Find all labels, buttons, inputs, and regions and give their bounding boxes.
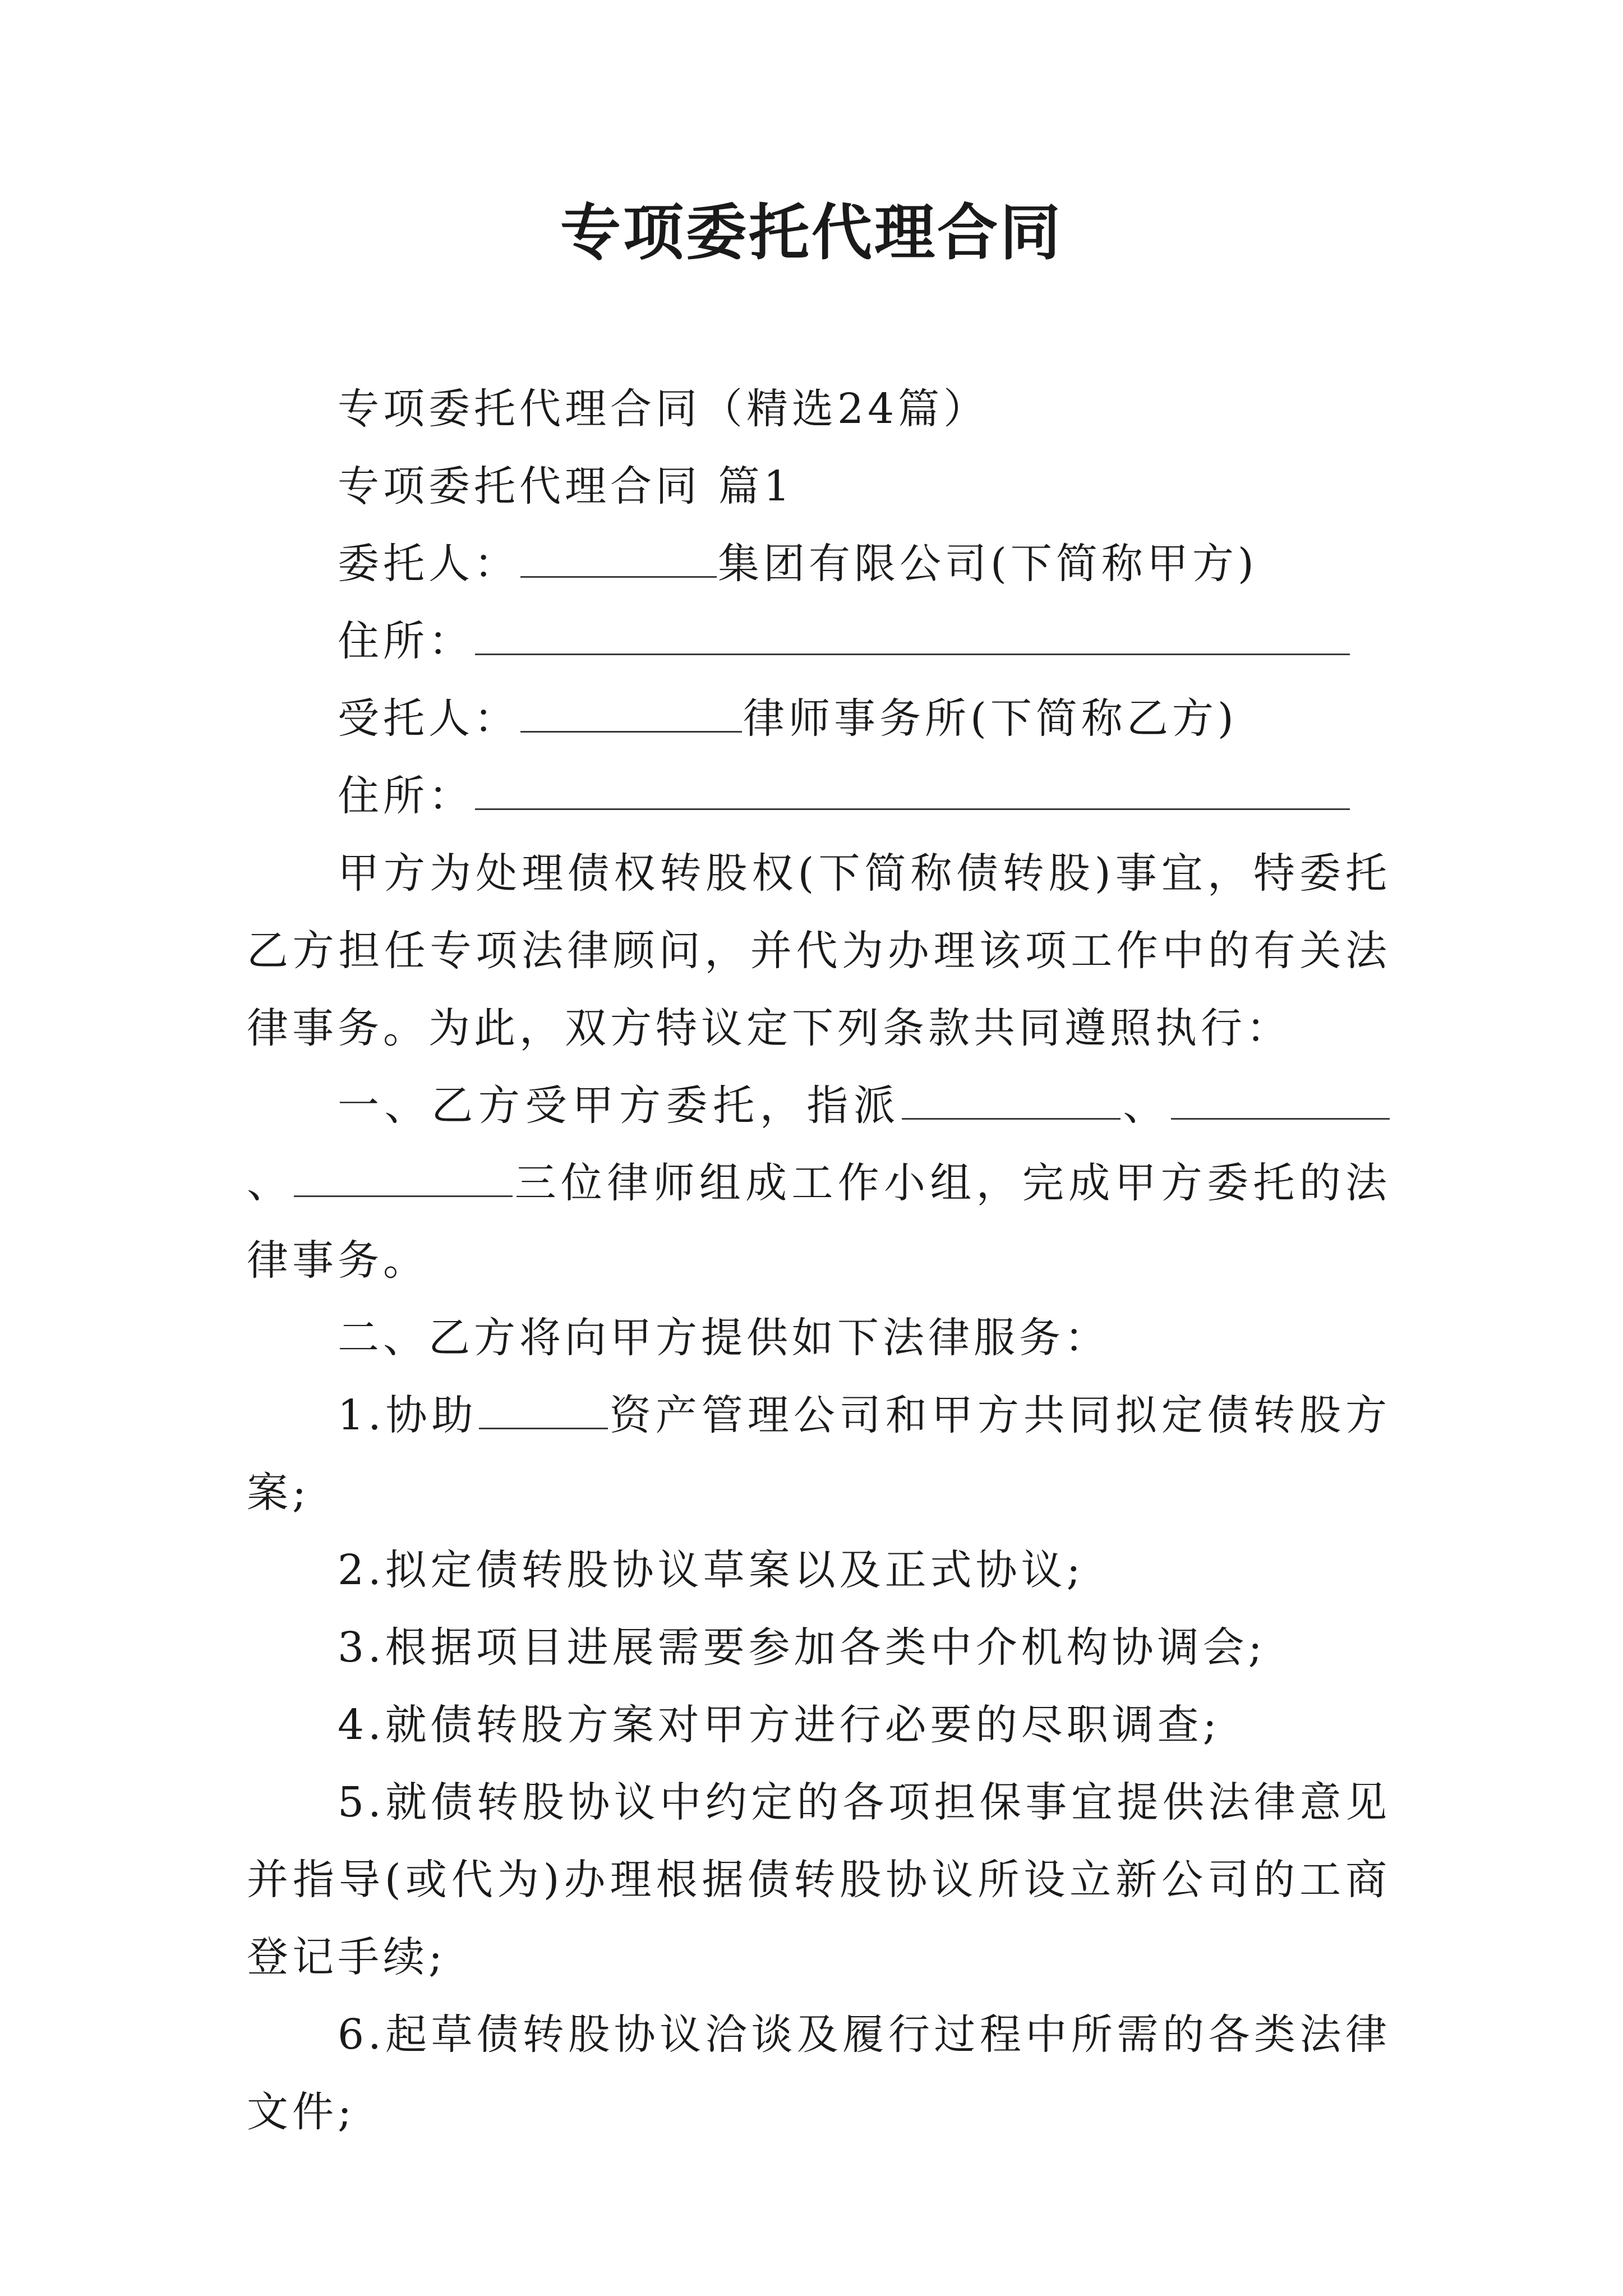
service-item-1-suffix: 资产管理公司和甲方共同拟定债转股方案; [247,1391,1391,1517]
agent-address-line [247,757,1391,835]
agent-name-blank [520,692,742,733]
service-item-1 [247,1377,1391,1531]
service-item-6: 6.起草债转股协议洽谈及履行过程中所需的各类法律文件; [247,2010,1391,2136]
lawyer-3-blank [294,1156,513,1197]
client-address-blank [475,614,1350,655]
agent-address-label: 住所： [338,772,474,820]
service-item-5: 5.就债转股协议中约定的各项担保事宜提供法律意见并指导(或代为)办理根据债转股协议所设立新公司的工商登记手续; [247,1778,1391,1981]
service-item-2: 2.拟定债转股协议草案以及正式协议; [338,1546,1085,1594]
clause-2: 二、乙方将向甲方提供如下法律服务： [338,1314,1110,1362]
lawyer-1-blank [902,1079,1121,1120]
client-address-label: 住所： [338,617,474,665]
client-label: 委托人： [338,540,519,588]
client-name-blank [520,537,717,578]
agent-line [247,680,1391,757]
separator-1: 、 [1121,1082,1170,1130]
service-item-4: 4.就债转股方案对甲方进行必要的尽职调查; [338,1701,1221,1749]
agent-suffix: 律师事务所(下简称乙方) [743,694,1238,743]
clause-1-text-b: 三位律师组成工作小组，完成甲方委托的法律事务。 [247,1159,1391,1285]
clause-1-text-a: 一、乙方受甲方委托，指派 [338,1082,901,1130]
separator-2: 、 [247,1159,293,1207]
client-address-line [247,602,1391,680]
amc-name-blank [479,1388,608,1429]
service-item-3: 3.根据项目进展需要参加各类中介机构协调会; [338,1623,1266,1672]
clause-1 [247,1067,1391,1299]
service-item-1-prefix: 1.协助 [338,1391,478,1439]
agent-address-blank [475,769,1350,810]
document-body [247,370,1391,2151]
client-line [247,525,1391,602]
subtitle-line: 专项委托代理合同（精选24篇） [338,385,989,433]
section-heading: 专项委托代理合同 篇1 [338,462,794,510]
document-title: 专项委托代理合同 [560,197,1063,268]
intro-paragraph: 甲方为处理债权转股权(下简称债转股)事宜，特委托乙方担任专项法律顾问，并代为办理该项工作中的有关法律事务。为此，双方特议定下列条款共同遵照执行： [247,849,1391,1052]
agent-label: 受托人： [338,694,519,743]
client-suffix: 集团有限公司(下简称甲方) [718,540,1258,588]
lawyer-2-blank [1171,1079,1390,1120]
